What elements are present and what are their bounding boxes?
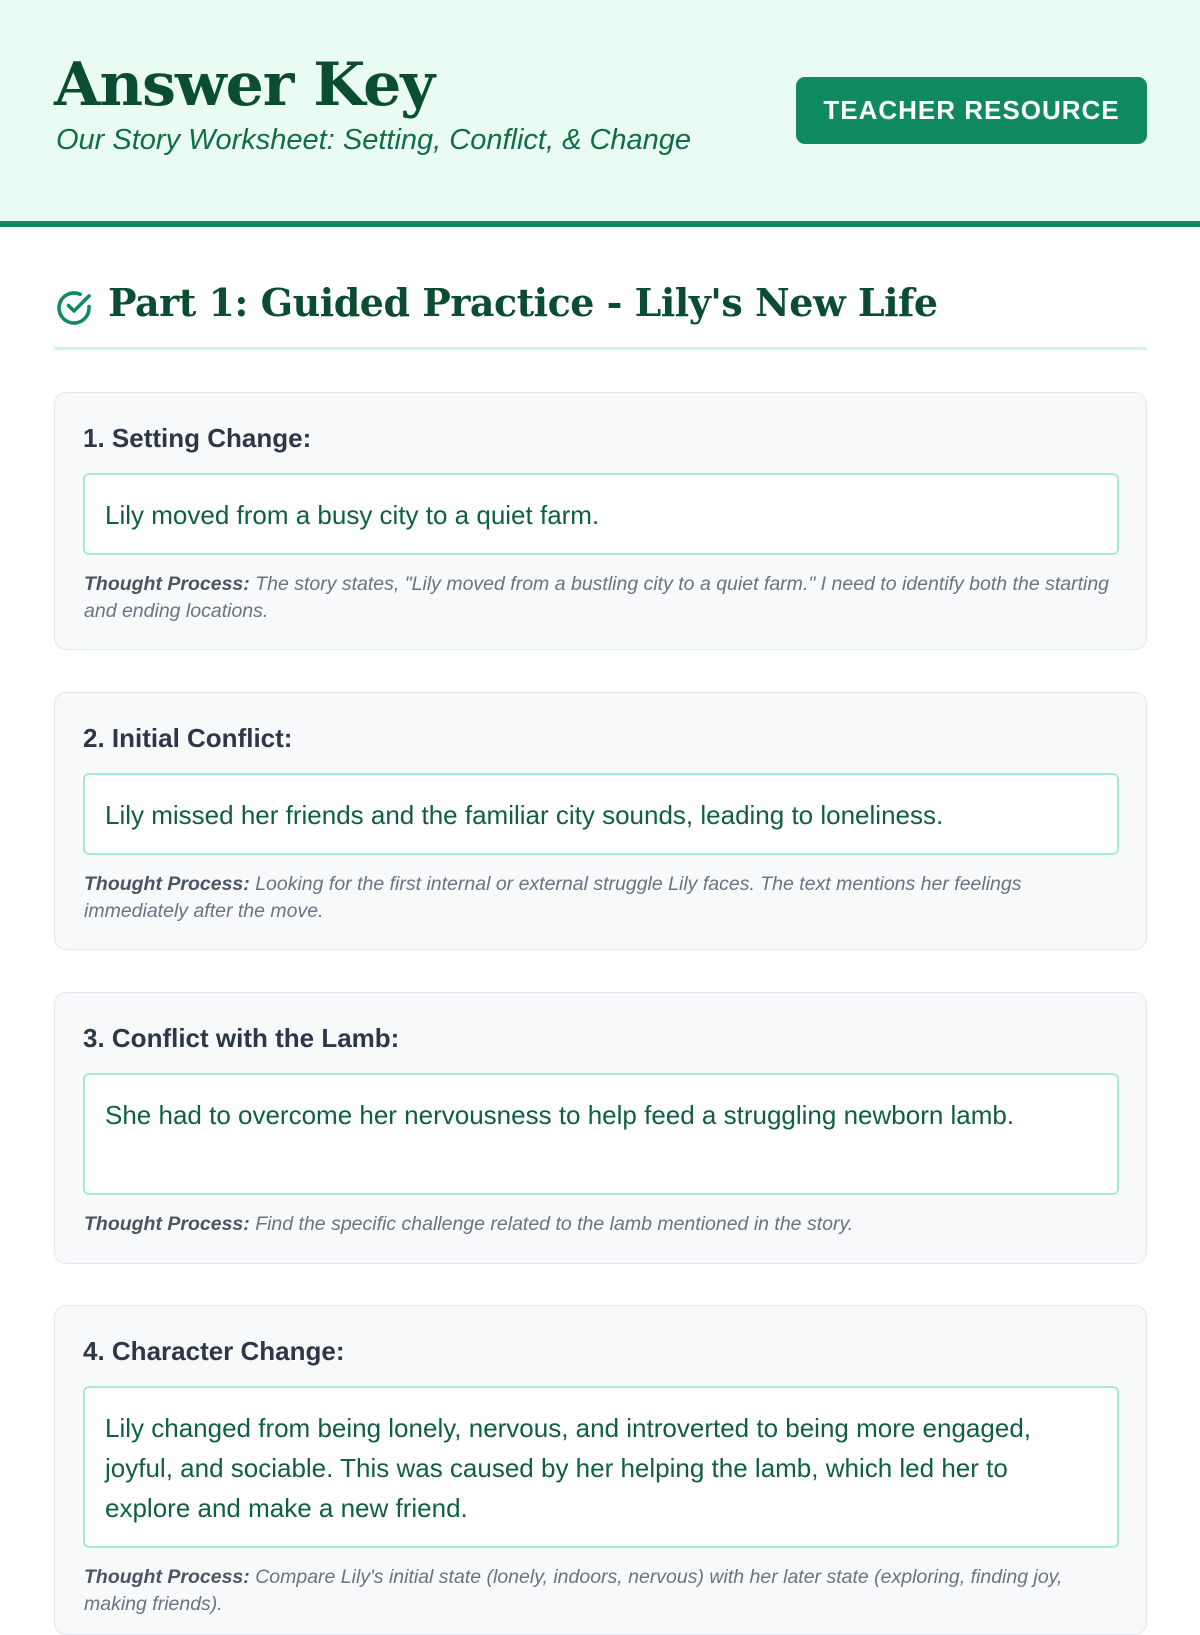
answer-box: Lily missed her friends and the familiar city sounds, leading to loneliness. <box>83 773 1119 855</box>
thought-label: Thought Process: <box>84 873 250 895</box>
header <box>0 0 1200 227</box>
page-subtitle: Our Story Worksheet: Setting, Conflict, & Change <box>56 124 692 156</box>
answer-box: Lily changed from being lonely, nervous, and introverted to being more engaged, joyful, and sociable. This was caused by her helping the lamb, which led her to explore and make a new friend. <box>83 1386 1119 1548</box>
section-header <box>54 282 1147 350</box>
thought-process <box>84 1564 1124 1618</box>
question-card <box>54 1305 1147 1635</box>
thought-process <box>84 871 1124 925</box>
question-card <box>54 692 1147 950</box>
question-label: 4. Character Change: <box>83 1336 345 1366</box>
page-title: Answer Key <box>54 50 435 120</box>
thought-label: Thought Process: <box>84 1566 250 1588</box>
question-label: 2. Initial Conflict: <box>83 723 293 753</box>
section-title: Part 1: Guided Practice - Lily's New Life <box>108 280 938 325</box>
question-label: 1. Setting Change: <box>83 423 312 453</box>
thought-label: Thought Process: <box>84 573 250 595</box>
thought-text: Find the specific challenge related to the lamb mentioned in the story. <box>255 1213 854 1235</box>
teacher-resource-badge: TEACHER RESOURCE <box>796 77 1147 144</box>
question-card <box>54 992 1147 1264</box>
thought-text: Looking for the first internal or external struggle Lily faces. The text mentions her feelings immediately after the move. <box>84 873 1022 922</box>
thought-text: Compare Lily's initial state (lonely, indoors, nervous) with her later state (exploring, finding joy, making friends). <box>84 1566 1063 1615</box>
question-card <box>54 392 1147 650</box>
thought-process <box>84 571 1124 625</box>
check-circle-icon <box>54 288 94 328</box>
question-label: 3. Conflict with the Lamb: <box>83 1023 400 1053</box>
answer-box: She had to overcome her nervousness to help feed a struggling newborn lamb. <box>83 1073 1119 1195</box>
thought-process <box>84 1211 1124 1238</box>
answer-box: Lily moved from a busy city to a quiet farm. <box>83 473 1119 555</box>
thought-text: The story states, "Lily moved from a bustling city to a quiet farm." I need to identify both the starting and ending locations. <box>84 573 1110 622</box>
thought-label: Thought Process: <box>84 1213 250 1235</box>
